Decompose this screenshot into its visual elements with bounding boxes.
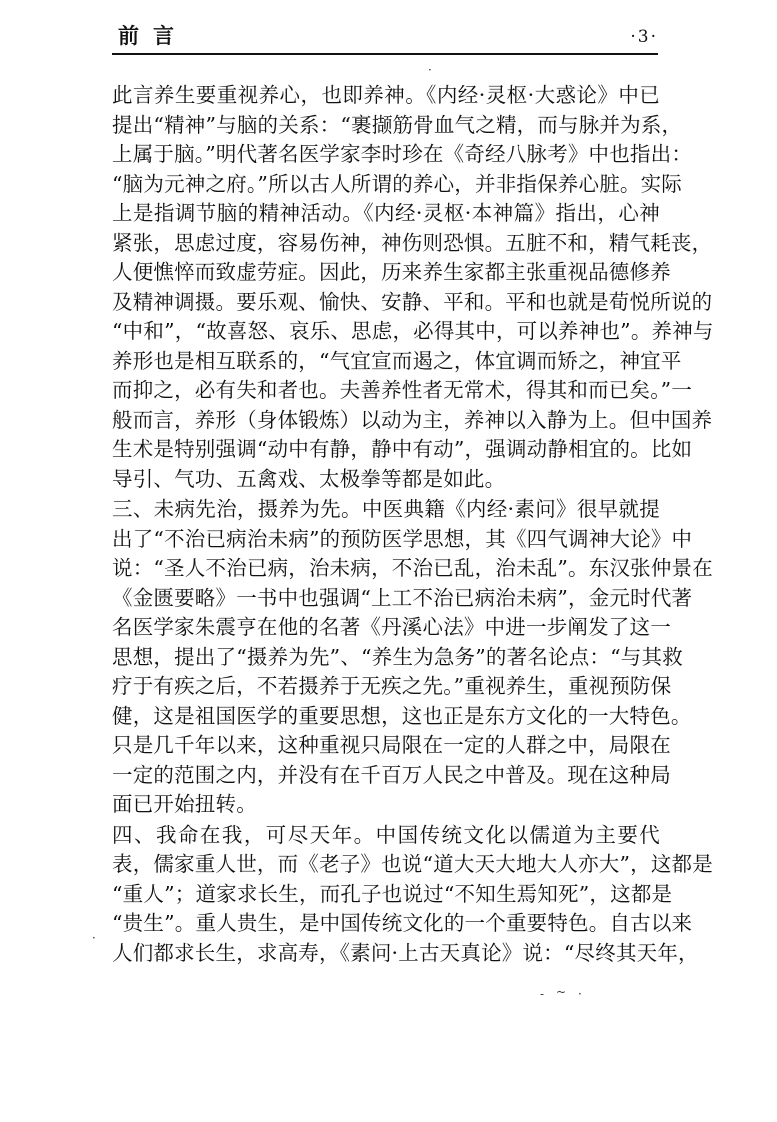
- paragraph-2: [112, 495, 713, 820]
- text-line: 而抑之，必有失和者也。夫善养性者无常术，得其和而已矣。”一: [112, 378, 693, 402]
- text-line: 上属于脑。”明代著名医学家李时珍在《奇经八脉考》中也指出：: [112, 142, 693, 166]
- text-line: 及精神调摄。要乐观、愉快、安静、平和。平和也就是荀悦所说的: [112, 289, 713, 314]
- text-line: “重人”；道家求长生，而孔子也说过“不知生焉知死”，这都是: [112, 881, 673, 906]
- text-line: “中和”，“故喜怒、哀乐、思虑，必得其中，可以养神也”。养神与: [112, 319, 714, 343]
- text-line: 出了“不治已病治未病”的预防医学思想，其《四气调神大论》中: [112, 526, 693, 551]
- text-line: 表，儒家重人世，而《老子》也说“道大天大地大人亦大”，这都是: [112, 852, 713, 876]
- paragraph-3: [112, 821, 713, 969]
- scan-speck: -: [540, 987, 545, 1001]
- body-text: [112, 81, 714, 968]
- text-line: 说：“圣人不治已病，治未病，不治已乱，治未乱”。东汉张仲景在: [112, 556, 713, 580]
- text-line: 疗于有疾之后，不若摄养于无疾之先。”重视养生，重视预防保: [112, 674, 672, 698]
- paragraph-1: [112, 81, 714, 494]
- text-line: 般而言，养形（身体锻炼）以动为主，养神以入静为上。但中国养: [112, 407, 713, 432]
- text-line: 人们都求长生，求高寿，《素问·上古天真论》说：“尽终其天年，: [112, 940, 699, 965]
- text-line: 名医学家朱震亨在他的名著《丹溪心法》中进一步阐发了这一: [112, 615, 671, 639]
- text-line: 面已开始扭转。: [112, 792, 257, 816]
- scan-speck: ·: [428, 63, 432, 77]
- text-line: 生术是特别强调“动中有静，静中有动”，强调动静相宜的。比如: [112, 437, 693, 461]
- chapter-title: 前言: [118, 23, 188, 48]
- text-line: 思想，提出了“摄养为先”、“养生为急务”的著名论点：“与其救: [112, 644, 683, 669]
- text-line: 只是几千年以来，这种重视只局限在一定的人群之中，局限在: [112, 733, 671, 757]
- text-line: 紧张，思虑过度，容易伤神，神伤则恐惧。五脏不和，精气耗丧，: [112, 230, 713, 255]
- text-line: 四、我命在我，可尽天年。中国传统文化以儒道为主要代: [112, 822, 660, 847]
- text-line: 健，这是祖国医学的重要思想，这也正是东方文化的一大特色。: [112, 703, 692, 728]
- header-rule: [112, 53, 658, 55]
- text-line: 上是指调节脑的精神活动。《内经·灵枢·本神篇》指出，心神: [112, 201, 660, 225]
- scan-speck: ·: [578, 987, 582, 1001]
- text-line: 养形也是相互联系的，“气宜宣而遏之，体宜调而矫之，神宜平: [112, 348, 682, 373]
- text-line: “脑为元神之府。”所以古人所谓的养心，并非指保养心脏。实际: [112, 171, 683, 196]
- text-line: 《金匮要略》一书中也强调“上工不治已病治未病”，金元时代著: [112, 585, 693, 610]
- text-line: 导引、气功、五禽戏、太极拳等都是如此。: [112, 466, 506, 491]
- running-header: [112, 22, 660, 52]
- text-line: 一定的范围之内，并没有在千百万人民之中普及。现在这种局: [112, 762, 671, 787]
- text-line: 人便憔悴而致虚劳症。因此，历来养生家都主张重视品德修养: [112, 260, 671, 284]
- text-line: “贵生”。重人贵生，是中国传统文化的一个重要特色。自古以来: [112, 911, 693, 935]
- scan-speck: ~: [556, 985, 567, 999]
- text-line: 三、未病先治，摄养为先。中医典籍《内经·素问》很早就提: [112, 497, 660, 521]
- text-line: 提出“精神”与脑的关系：“裹撷筋骨血气之精，而与脉并为系，: [112, 112, 683, 137]
- scan-speck: ·: [92, 931, 96, 945]
- page-number: ·3·: [630, 27, 658, 47]
- text-line: 此言养生要重视养心，也即养神。《内经·灵枢·大惑论》中已: [112, 83, 660, 107]
